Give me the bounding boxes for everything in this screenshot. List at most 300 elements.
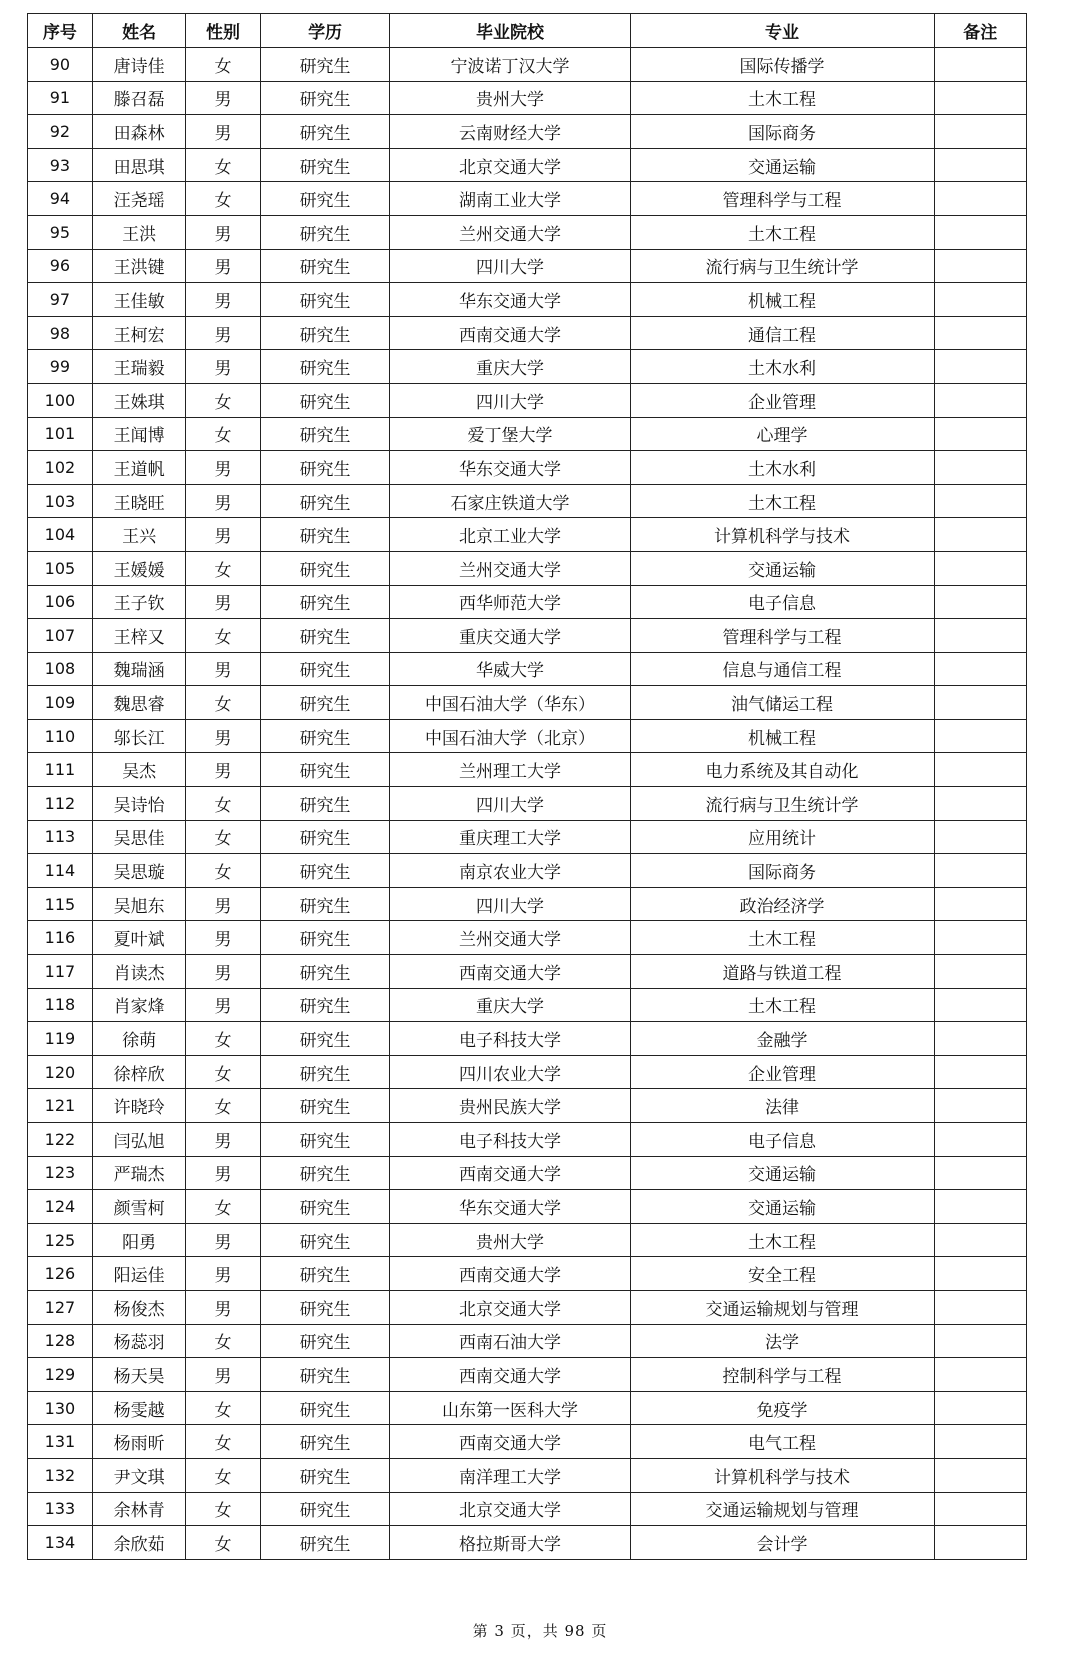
cell-gender: 男 [186, 1123, 260, 1157]
table-row [28, 1257, 1027, 1291]
cell-education: 研究生 [260, 316, 390, 350]
cell-school: 四川大学 [390, 887, 630, 921]
cell-index: 110 [28, 719, 93, 753]
cell-school: 重庆大学 [390, 988, 630, 1022]
cell-gender: 女 [186, 48, 260, 82]
cell-remarks [934, 383, 1027, 417]
cell-school: 南京农业大学 [390, 854, 630, 888]
cell-major: 信息与通信工程 [630, 652, 934, 686]
cell-school: 电子科技大学 [390, 1022, 630, 1056]
cell-gender: 男 [186, 955, 260, 989]
cell-index: 100 [28, 383, 93, 417]
cell-education: 研究生 [260, 1055, 390, 1089]
cell-name: 徐梓欣 [92, 1055, 186, 1089]
cell-index: 122 [28, 1123, 93, 1157]
cell-gender: 男 [186, 249, 260, 283]
cell-education: 研究生 [260, 686, 390, 720]
cell-index: 125 [28, 1223, 93, 1257]
cell-school: 中国石油大学（华东） [390, 686, 630, 720]
cell-school: 南洋理工大学 [390, 1458, 630, 1492]
cell-index: 109 [28, 686, 93, 720]
cell-education: 研究生 [260, 148, 390, 182]
cell-name: 王道帆 [92, 451, 186, 485]
header-education: 学历 [260, 14, 390, 48]
cell-gender: 女 [186, 1391, 260, 1425]
cell-education: 研究生 [260, 921, 390, 955]
cell-index: 134 [28, 1526, 93, 1560]
cell-index: 112 [28, 787, 93, 821]
cell-gender: 男 [186, 115, 260, 149]
cell-major: 流行病与卫生统计学 [630, 249, 934, 283]
header-remarks: 备注 [934, 14, 1027, 48]
cell-index: 94 [28, 182, 93, 216]
cell-index: 108 [28, 652, 93, 686]
cell-remarks [934, 921, 1027, 955]
cell-name: 阳运佳 [92, 1257, 186, 1291]
cell-remarks [934, 1089, 1027, 1123]
cell-gender: 男 [186, 585, 260, 619]
cell-remarks [934, 1458, 1027, 1492]
cell-major: 电子信息 [630, 1123, 934, 1157]
table-body [28, 48, 1027, 1560]
cell-name: 王晓旺 [92, 484, 186, 518]
cell-education: 研究生 [260, 619, 390, 653]
cell-gender: 男 [186, 988, 260, 1022]
cell-remarks [934, 887, 1027, 921]
cell-name: 吴诗怡 [92, 787, 186, 821]
cell-gender: 男 [186, 81, 260, 115]
cell-remarks [934, 854, 1027, 888]
cell-education: 研究生 [260, 215, 390, 249]
cell-remarks [934, 115, 1027, 149]
table-row [28, 316, 1027, 350]
cell-index: 103 [28, 484, 93, 518]
cell-school: 华东交通大学 [390, 451, 630, 485]
cell-education: 研究生 [260, 551, 390, 585]
cell-index: 95 [28, 215, 93, 249]
cell-remarks [934, 215, 1027, 249]
table-row [28, 988, 1027, 1022]
cell-index: 93 [28, 148, 93, 182]
header-school: 毕业院校 [390, 14, 630, 48]
cell-gender: 男 [186, 887, 260, 921]
cell-school: 重庆大学 [390, 350, 630, 384]
table-row [28, 249, 1027, 283]
cell-index: 113 [28, 820, 93, 854]
cell-school: 北京交通大学 [390, 1290, 630, 1324]
cell-major: 土木工程 [630, 484, 934, 518]
cell-education: 研究生 [260, 1358, 390, 1392]
header-name: 姓名 [92, 14, 186, 48]
cell-remarks [934, 1055, 1027, 1089]
cell-education: 研究生 [260, 1458, 390, 1492]
cell-name: 杨蕊羽 [92, 1324, 186, 1358]
cell-school: 重庆理工大学 [390, 820, 630, 854]
cell-school: 西南交通大学 [390, 316, 630, 350]
cell-school: 四川农业大学 [390, 1055, 630, 1089]
cell-education: 研究生 [260, 484, 390, 518]
cell-index: 98 [28, 316, 93, 350]
cell-gender: 男 [186, 283, 260, 317]
cell-name: 吴思璇 [92, 854, 186, 888]
cell-name: 肖读杰 [92, 955, 186, 989]
cell-remarks [934, 1223, 1027, 1257]
cell-school: 山东第一医科大学 [390, 1391, 630, 1425]
cell-school: 湖南工业大学 [390, 182, 630, 216]
cell-gender: 男 [186, 652, 260, 686]
cell-education: 研究生 [260, 719, 390, 753]
cell-school: 四川大学 [390, 249, 630, 283]
cell-name: 王媛媛 [92, 551, 186, 585]
cell-school: 西南石油大学 [390, 1324, 630, 1358]
cell-school: 云南财经大学 [390, 115, 630, 149]
cell-major: 免疫学 [630, 1391, 934, 1425]
cell-name: 徐萌 [92, 1022, 186, 1056]
cell-name: 王闻博 [92, 417, 186, 451]
table-row [28, 383, 1027, 417]
cell-name: 尹文琪 [92, 1458, 186, 1492]
cell-remarks [934, 1358, 1027, 1392]
table-row [28, 887, 1027, 921]
cell-gender: 男 [186, 451, 260, 485]
table-header-row [28, 14, 1027, 48]
table-row [28, 215, 1027, 249]
cell-name: 夏叶斌 [92, 921, 186, 955]
cell-education: 研究生 [260, 48, 390, 82]
cell-name: 王佳敏 [92, 283, 186, 317]
cell-name: 杨雯越 [92, 1391, 186, 1425]
cell-name: 吴思佳 [92, 820, 186, 854]
cell-education: 研究生 [260, 1324, 390, 1358]
cell-remarks [934, 417, 1027, 451]
table-row [28, 148, 1027, 182]
cell-school: 北京交通大学 [390, 1492, 630, 1526]
cell-index: 133 [28, 1492, 93, 1526]
cell-education: 研究生 [260, 182, 390, 216]
cell-major: 管理科学与工程 [630, 182, 934, 216]
cell-education: 研究生 [260, 451, 390, 485]
cell-major: 法律 [630, 1089, 934, 1123]
cell-major: 计算机科学与技术 [630, 518, 934, 552]
table-row [28, 417, 1027, 451]
cell-education: 研究生 [260, 854, 390, 888]
cell-major: 流行病与卫生统计学 [630, 787, 934, 821]
table-row [28, 753, 1027, 787]
cell-education: 研究生 [260, 283, 390, 317]
cell-name: 滕召磊 [92, 81, 186, 115]
cell-name: 王柯宏 [92, 316, 186, 350]
cell-name: 杨雨昕 [92, 1425, 186, 1459]
cell-index: 92 [28, 115, 93, 149]
cell-gender: 女 [186, 383, 260, 417]
cell-major: 交通运输 [630, 1190, 934, 1224]
cell-remarks [934, 619, 1027, 653]
cell-education: 研究生 [260, 955, 390, 989]
cell-remarks [934, 652, 1027, 686]
cell-education: 研究生 [260, 249, 390, 283]
cell-remarks [934, 249, 1027, 283]
cell-name: 王洪 [92, 215, 186, 249]
cell-gender: 男 [186, 1290, 260, 1324]
table-row [28, 652, 1027, 686]
cell-index: 115 [28, 887, 93, 921]
cell-remarks [934, 1324, 1027, 1358]
cell-name: 余欣茹 [92, 1526, 186, 1560]
table-row [28, 81, 1027, 115]
cell-index: 106 [28, 585, 93, 619]
cell-index: 99 [28, 350, 93, 384]
cell-index: 105 [28, 551, 93, 585]
cell-major: 通信工程 [630, 316, 934, 350]
cell-index: 104 [28, 518, 93, 552]
cell-name: 吴杰 [92, 753, 186, 787]
cell-name: 吴旭东 [92, 887, 186, 921]
table-row [28, 1458, 1027, 1492]
table-row [28, 787, 1027, 821]
table-row [28, 48, 1027, 82]
table-row [28, 350, 1027, 384]
cell-gender: 女 [186, 551, 260, 585]
cell-index: 116 [28, 921, 93, 955]
cell-remarks [934, 955, 1027, 989]
cell-school: 西南交通大学 [390, 1425, 630, 1459]
cell-major: 土木工程 [630, 215, 934, 249]
cell-index: 101 [28, 417, 93, 451]
cell-major: 土木工程 [630, 81, 934, 115]
cell-major: 电子信息 [630, 585, 934, 619]
cell-school: 兰州交通大学 [390, 551, 630, 585]
cell-education: 研究生 [260, 1492, 390, 1526]
cell-school: 西南交通大学 [390, 955, 630, 989]
table-row [28, 115, 1027, 149]
cell-major: 土木水利 [630, 451, 934, 485]
cell-major: 心理学 [630, 417, 934, 451]
cell-remarks [934, 551, 1027, 585]
table-row [28, 686, 1027, 720]
cell-name: 颜雪柯 [92, 1190, 186, 1224]
table-row [28, 1526, 1027, 1560]
cell-gender: 女 [186, 1190, 260, 1224]
cell-remarks [934, 1190, 1027, 1224]
cell-remarks [934, 350, 1027, 384]
cell-education: 研究生 [260, 1391, 390, 1425]
cell-school: 贵州大学 [390, 1223, 630, 1257]
cell-education: 研究生 [260, 652, 390, 686]
cell-name: 王子钦 [92, 585, 186, 619]
cell-school: 电子科技大学 [390, 1123, 630, 1157]
cell-school: 兰州交通大学 [390, 215, 630, 249]
table-row [28, 719, 1027, 753]
table-row [28, 921, 1027, 955]
cell-remarks [934, 686, 1027, 720]
cell-major: 机械工程 [630, 719, 934, 753]
cell-gender: 男 [186, 316, 260, 350]
cell-gender: 女 [186, 787, 260, 821]
cell-remarks [934, 1156, 1027, 1190]
table-row [28, 1324, 1027, 1358]
table-row [28, 1391, 1027, 1425]
table-row [28, 1190, 1027, 1224]
cell-remarks [934, 1123, 1027, 1157]
cell-major: 土木工程 [630, 921, 934, 955]
cell-education: 研究生 [260, 988, 390, 1022]
table-row [28, 854, 1027, 888]
cell-remarks [934, 585, 1027, 619]
table-row [28, 551, 1027, 585]
cell-name: 严瑞杰 [92, 1156, 186, 1190]
cell-index: 90 [28, 48, 93, 82]
table-row [28, 1055, 1027, 1089]
cell-gender: 女 [186, 1022, 260, 1056]
cell-gender: 女 [186, 1458, 260, 1492]
cell-education: 研究生 [260, 787, 390, 821]
cell-school: 贵州民族大学 [390, 1089, 630, 1123]
cell-index: 132 [28, 1458, 93, 1492]
cell-gender: 男 [186, 1156, 260, 1190]
cell-remarks [934, 753, 1027, 787]
cell-name: 邬长江 [92, 719, 186, 753]
cell-school: 重庆交通大学 [390, 619, 630, 653]
cell-school: 北京交通大学 [390, 148, 630, 182]
cell-school: 四川大学 [390, 787, 630, 821]
cell-index: 129 [28, 1358, 93, 1392]
cell-index: 130 [28, 1391, 93, 1425]
cell-name: 田思琪 [92, 148, 186, 182]
cell-index: 102 [28, 451, 93, 485]
cell-education: 研究生 [260, 115, 390, 149]
cell-education: 研究生 [260, 350, 390, 384]
cell-major: 管理科学与工程 [630, 619, 934, 653]
table-row [28, 1156, 1027, 1190]
cell-major: 计算机科学与技术 [630, 1458, 934, 1492]
cell-school: 贵州大学 [390, 81, 630, 115]
cell-gender: 女 [186, 1089, 260, 1123]
cell-school: 石家庄铁道大学 [390, 484, 630, 518]
cell-index: 120 [28, 1055, 93, 1089]
cell-index: 111 [28, 753, 93, 787]
cell-major: 企业管理 [630, 383, 934, 417]
cell-name: 阳勇 [92, 1223, 186, 1257]
cell-major: 土木工程 [630, 1223, 934, 1257]
cell-major: 电力系统及其自动化 [630, 753, 934, 787]
cell-name: 魏思睿 [92, 686, 186, 720]
header-gender: 性别 [186, 14, 260, 48]
table-row [28, 1223, 1027, 1257]
cell-gender: 女 [186, 854, 260, 888]
cell-index: 124 [28, 1190, 93, 1224]
table-row [28, 484, 1027, 518]
cell-education: 研究生 [260, 1290, 390, 1324]
cell-education: 研究生 [260, 1022, 390, 1056]
cell-index: 97 [28, 283, 93, 317]
cell-name: 王洪键 [92, 249, 186, 283]
cell-education: 研究生 [260, 753, 390, 787]
cell-gender: 男 [186, 1223, 260, 1257]
cell-remarks [934, 316, 1027, 350]
cell-gender: 女 [186, 148, 260, 182]
cell-remarks [934, 182, 1027, 216]
cell-gender: 女 [186, 1425, 260, 1459]
cell-name: 王姝琪 [92, 383, 186, 417]
cell-name: 余林青 [92, 1492, 186, 1526]
cell-name: 唐诗佳 [92, 48, 186, 82]
cell-education: 研究生 [260, 1190, 390, 1224]
cell-major: 土木工程 [630, 988, 934, 1022]
cell-index: 118 [28, 988, 93, 1022]
cell-gender: 男 [186, 1358, 260, 1392]
table-row [28, 1358, 1027, 1392]
cell-major: 控制科学与工程 [630, 1358, 934, 1392]
cell-index: 121 [28, 1089, 93, 1123]
table-row [28, 955, 1027, 989]
cell-education: 研究生 [260, 1089, 390, 1123]
cell-remarks [934, 1425, 1027, 1459]
cell-gender: 女 [186, 417, 260, 451]
cell-gender: 女 [186, 1324, 260, 1358]
table-row [28, 182, 1027, 216]
cell-gender: 男 [186, 215, 260, 249]
cell-major: 安全工程 [630, 1257, 934, 1291]
cell-name: 王兴 [92, 518, 186, 552]
cell-education: 研究生 [260, 1156, 390, 1190]
cell-index: 126 [28, 1257, 93, 1291]
cell-gender: 女 [186, 182, 260, 216]
cell-remarks [934, 988, 1027, 1022]
cell-name: 肖家烽 [92, 988, 186, 1022]
cell-index: 91 [28, 81, 93, 115]
cell-school: 四川大学 [390, 383, 630, 417]
cell-remarks [934, 48, 1027, 82]
header-major: 专业 [630, 14, 934, 48]
cell-index: 114 [28, 854, 93, 888]
cell-remarks [934, 1290, 1027, 1324]
cell-education: 研究生 [260, 1425, 390, 1459]
cell-major: 法学 [630, 1324, 934, 1358]
cell-gender: 男 [186, 518, 260, 552]
cell-major: 交通运输 [630, 551, 934, 585]
cell-remarks [934, 787, 1027, 821]
cell-school: 爱丁堡大学 [390, 417, 630, 451]
cell-gender: 男 [186, 1257, 260, 1291]
cell-remarks [934, 148, 1027, 182]
cell-major: 机械工程 [630, 283, 934, 317]
cell-major: 道路与铁道工程 [630, 955, 934, 989]
cell-school: 华威大学 [390, 652, 630, 686]
table-row [28, 1123, 1027, 1157]
table-row [28, 585, 1027, 619]
cell-remarks [934, 451, 1027, 485]
cell-name: 许晓玲 [92, 1089, 186, 1123]
cell-major: 政治经济学 [630, 887, 934, 921]
cell-major: 交通运输规划与管理 [630, 1492, 934, 1526]
cell-index: 117 [28, 955, 93, 989]
cell-major: 国际传播学 [630, 48, 934, 82]
cell-education: 研究生 [260, 1123, 390, 1157]
table-row [28, 1492, 1027, 1526]
cell-name: 汪尧瑶 [92, 182, 186, 216]
cell-index: 107 [28, 619, 93, 653]
cell-major: 国际商务 [630, 854, 934, 888]
table-row [28, 283, 1027, 317]
cell-education: 研究生 [260, 820, 390, 854]
cell-name: 王瑞毅 [92, 350, 186, 384]
cell-gender: 女 [186, 686, 260, 720]
cell-major: 交通运输规划与管理 [630, 1290, 934, 1324]
cell-education: 研究生 [260, 1223, 390, 1257]
header-index: 序号 [28, 14, 93, 48]
cell-major: 应用统计 [630, 820, 934, 854]
cell-remarks [934, 1526, 1027, 1560]
